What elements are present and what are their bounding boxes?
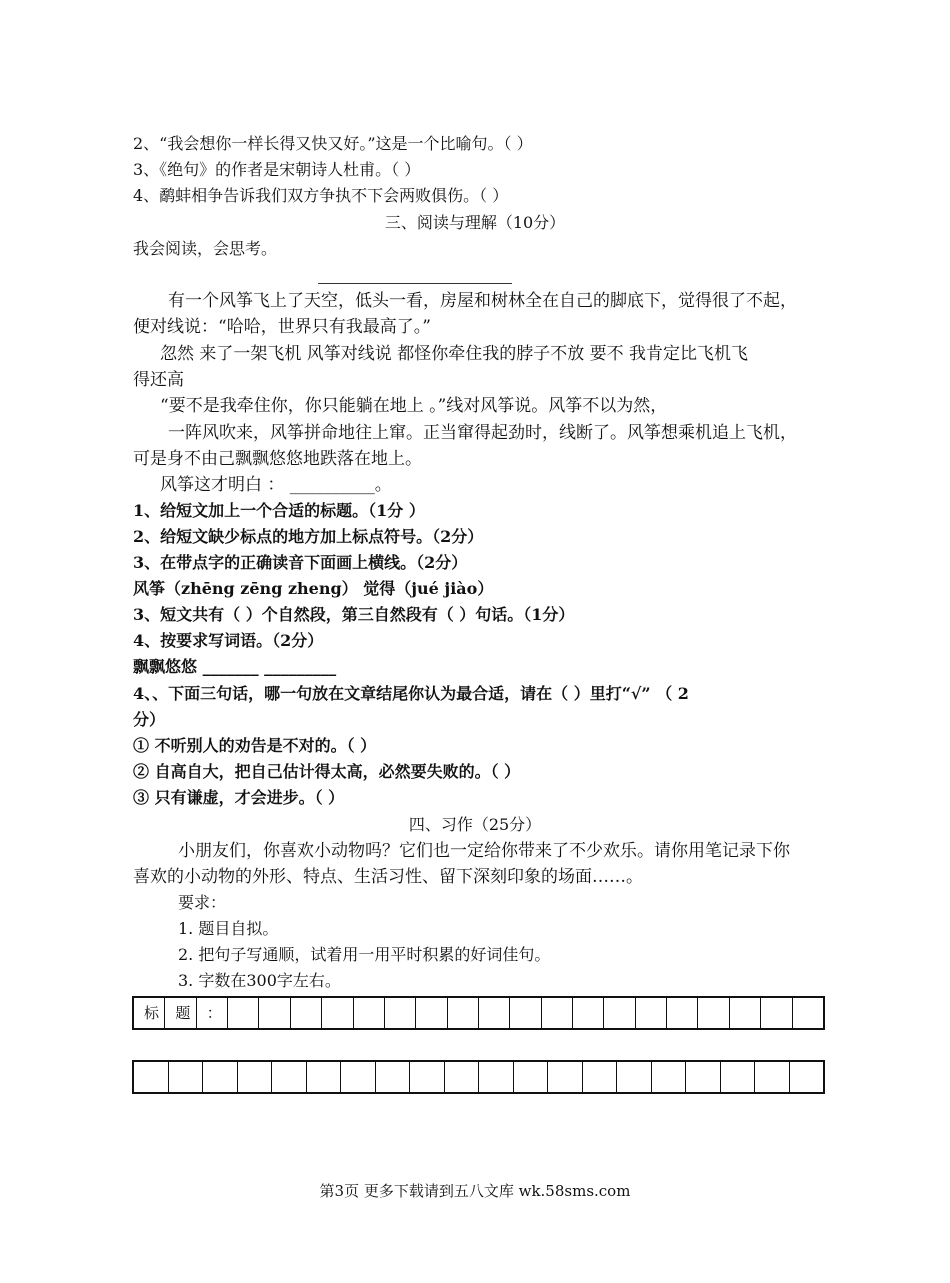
grid-cell[interactable]: [410, 1062, 445, 1092]
grid-cell[interactable]: [448, 998, 479, 1028]
passage-text: 一阵风吹来，风筝拼命地往上窜。正当窜得起劲时，线断了。风筝想乘机追上飞机，: [168, 423, 797, 443]
grid-cell[interactable]: [548, 1062, 583, 1092]
judge-item: 2、“我会想你一样长得又快又好。”这是一个比喻句。（ ）: [133, 134, 533, 153]
question: 3、在带点字的正确读音下面画上横线。（2分）: [133, 553, 468, 572]
grid-cell[interactable]: [583, 1062, 618, 1092]
judge-item: 4、鹬蚌相争告诉我们双方争执不下会两败俱伤。（ ）: [133, 186, 509, 205]
grid-cell[interactable]: [445, 1062, 480, 1092]
essay-prompt: 小朋友们，你喜欢小动物吗？它们也一定给你带来了不少欢乐。请你用笔记录下你: [178, 841, 790, 861]
grid-cell[interactable]: [667, 998, 698, 1028]
grid-cell[interactable]: [307, 1062, 342, 1092]
grid-cell[interactable]: [322, 998, 353, 1028]
grid-cell[interactable]: [203, 1062, 238, 1092]
grid-cell[interactable]: [479, 998, 510, 1028]
grid-cell[interactable]: [272, 1062, 307, 1092]
grid-cell[interactable]: [354, 998, 385, 1028]
title-blank-line: [318, 283, 512, 284]
grid-cell[interactable]: [376, 1062, 411, 1092]
option: ③ 只有谦虚，才会进步。（ ）: [133, 788, 345, 807]
word-blanks: 飘飘悠悠 _______ _________: [133, 657, 337, 676]
grid-cell[interactable]: [416, 998, 447, 1028]
grid-cell[interactable]: [238, 1062, 273, 1092]
grid-cell[interactable]: [617, 1062, 652, 1092]
grid-cell[interactable]: [385, 998, 416, 1028]
section3-intro: 我会阅读，会思考。: [133, 239, 278, 258]
essay-grid-row: [132, 1060, 825, 1094]
grid-cell-label: 题: [165, 998, 196, 1028]
grid-cell[interactable]: [291, 998, 322, 1028]
grid-cell[interactable]: [169, 1062, 204, 1092]
grid-cell[interactable]: [341, 1062, 376, 1092]
grid-cell[interactable]: [510, 998, 541, 1028]
grid-cell[interactable]: [514, 1062, 549, 1092]
passage-text: 得还高: [133, 370, 184, 390]
grid-cell[interactable]: [228, 998, 259, 1028]
judge-item: 3、《绝句》的作者是宋朝诗人杜甫。（ ）: [133, 160, 421, 179]
requirements-label: 要求：: [178, 893, 227, 912]
grid-cell[interactable]: [134, 1062, 169, 1092]
passage-text: 风筝这才明白 ： __________。: [160, 475, 392, 495]
requirement: 3. 字数在300字左右。: [178, 971, 341, 990]
grid-cell[interactable]: [730, 998, 761, 1028]
grid-cell[interactable]: [761, 998, 792, 1028]
pinyin-options: 风筝（zhēng zēng zheng） 觉得（jué jiào）: [133, 579, 494, 598]
grid-cell[interactable]: [259, 998, 290, 1028]
grid-cell[interactable]: [652, 1062, 687, 1092]
question: 4、、下面三句话，哪一句放在文章结尾你认为最合适，请在（ ）里打“√” （ 2: [133, 684, 689, 703]
passage-text: 忽然 来了一架飞机 风筝对线说 都怪你牵住我的脖子不放 要不 我肯定比飞机飞: [160, 344, 749, 364]
essay-prompt: 喜欢的小动物的外形、特点、生活习性、留下深刻印象的场面……。: [133, 867, 643, 887]
grid-cell[interactable]: [790, 1062, 824, 1092]
passage-text: 有一个风筝飞上了天空，低头一看，房屋和树林全在自己的脚底下，觉得很了不起，: [168, 291, 797, 311]
grid-cell[interactable]: [698, 998, 729, 1028]
question: 2、给短文缺少标点的地方加上标点符号。（2分）: [133, 527, 484, 546]
grid-cell[interactable]: [636, 998, 667, 1028]
requirement: 2. 把句子写通顺，试着用一用平时积累的好词佳句。: [178, 945, 551, 964]
section3-title: 三、阅读与理解（10分）: [384, 213, 566, 232]
requirement: 1. 题目自拟。: [178, 919, 279, 938]
passage-text: “要不是我牵住你，你只能躺在地上 。”线对风筝说。风筝不以为然，: [160, 396, 668, 416]
question: 1、给短文加上一个合适的标题。（1分 ）: [133, 501, 425, 520]
grid-cell[interactable]: [604, 998, 635, 1028]
question: 分）: [133, 710, 166, 729]
section4-title: 四、习作（25分）: [408, 815, 542, 834]
grid-cell[interactable]: [793, 998, 823, 1028]
grid-cell-label: 标: [134, 998, 165, 1028]
grid-cell[interactable]: [479, 1062, 514, 1092]
grid-cell[interactable]: [542, 998, 573, 1028]
grid-cell[interactable]: [755, 1062, 790, 1092]
question: 4、按要求写词语。（2分）: [133, 631, 324, 650]
page-footer: 第3页 更多下载请到五八文库 wk.58sms.com: [319, 1182, 631, 1200]
grid-cell[interactable]: [721, 1062, 756, 1092]
option: ① 不听别人的劝告是不对的。（ ）: [133, 736, 377, 755]
grid-cell[interactable]: [573, 998, 604, 1028]
question: 3、短文共有（ ）个自然段，第三自然段有（ ）句话。（1分）: [133, 605, 575, 624]
option: ② 自高自大，把自己估计得太高，必然要失败的。（ ）: [133, 762, 521, 781]
grid-cell[interactable]: [686, 1062, 721, 1092]
essay-grid-title-row: [132, 996, 825, 1030]
passage-text: 便对线说：“哈哈，世界只有我最高了。”: [133, 317, 431, 337]
passage-text: 可是身不由己飘飘悠悠地跌落在地上。: [133, 449, 422, 469]
grid-cell-label: ：: [197, 998, 228, 1028]
